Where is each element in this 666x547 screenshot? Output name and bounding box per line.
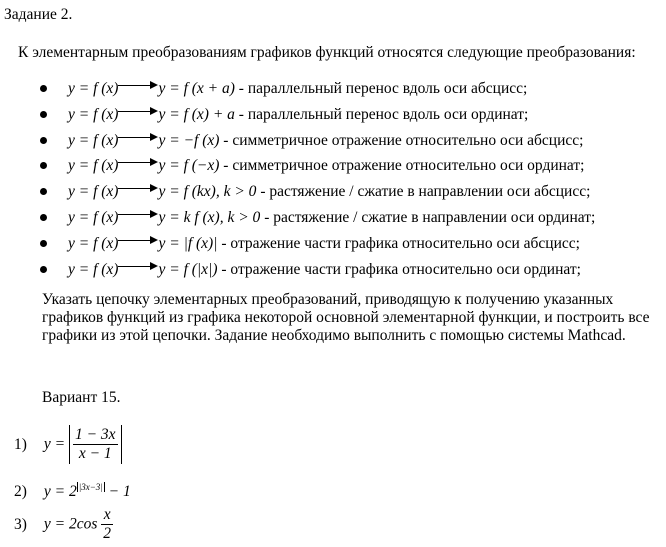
bullet-icon (40, 266, 47, 273)
formula-lhs: y = f (x) (68, 183, 119, 201)
example-label: 2) (14, 483, 27, 501)
example-2 (14, 482, 131, 501)
task-paragraph: Указать цепочку элементарных преобразований, приводящую к получению указанных графиков функций из графика некоторой основной элементарной функции, и построить все графики из этой цепочки. Задание необходимо выполнить с помощью системы Mathcad. (42, 291, 650, 344)
transformation-description: - растяжение / сжатие в направлении оси абсцисс; (256, 183, 591, 201)
arrow-icon (118, 158, 158, 168)
bullet-icon (40, 188, 47, 195)
formula-rhs: y = f (kx), k > 0 (158, 183, 257, 201)
formula-rhs: y = |f (x)| (158, 234, 218, 252)
arrow-icon (118, 236, 158, 246)
arrow-icon (118, 133, 158, 143)
bullet-icon (40, 162, 47, 169)
example-label: 1) (14, 435, 27, 453)
formula-lhs: y = f (x) (68, 80, 119, 97)
example-lhs: y = 2cos (43, 515, 98, 533)
transformation-description: - отражение части графика относительно оси ординат; (217, 260, 581, 278)
formula-rhs: y = f (x) + a (158, 105, 235, 123)
bullet-icon (40, 137, 47, 144)
example-label: 3) (14, 515, 27, 533)
bullet-icon (40, 240, 47, 247)
formula-rhs: y = f (−x) (158, 157, 220, 175)
arrow-icon (118, 107, 158, 117)
fraction (73, 426, 118, 463)
fraction-denominator: x − 1 (78, 445, 112, 462)
example-lhs: y = (43, 435, 66, 453)
fraction-numerator: x (101, 506, 113, 525)
bullet-icon (40, 85, 47, 92)
formula-lhs: y = f (x) (68, 157, 119, 175)
arrow-icon (118, 184, 158, 194)
formula-lhs: y = f (x) (68, 234, 119, 252)
variant-heading: Вариант 15. (42, 389, 121, 406)
fraction (101, 506, 113, 543)
formula-rhs: y = f (|x|) (158, 260, 218, 278)
formula-rhs: y = f (x + a) (158, 80, 235, 97)
formula-lhs: y = f (x) (68, 105, 119, 123)
transformation-description: - симметричное отражение относительно оси ординат; (219, 157, 585, 175)
example-lhs: y = 2 (43, 483, 77, 501)
arrow-icon (118, 262, 158, 272)
transformation-description: - параллельный перенос вдоль оси абсцисс; (234, 80, 528, 97)
formula-rhs: y = k f (x), k > 0 (158, 208, 261, 226)
formula-lhs: y = f (x) (68, 131, 119, 149)
fraction-denominator: 2 (103, 525, 112, 542)
formula-lhs: y = f (x) (68, 260, 119, 278)
arrow-icon (118, 81, 158, 91)
example-1 (14, 425, 122, 464)
assignment-title: Задание 2. (4, 6, 73, 23)
example-tail: − 1 (104, 483, 131, 501)
exponent: |3x−3| (78, 482, 103, 492)
transformation-description: - симметричное отражение относительно оси абсцисс; (219, 131, 584, 149)
formula-lhs: y = f (x) (68, 208, 119, 226)
absolute-value (69, 425, 122, 464)
arrow-icon (118, 210, 158, 220)
intro-paragraph: К элементарным преобразованиям графиков функций относятся следующие преобразования: (18, 44, 636, 61)
bullet-icon (40, 111, 47, 118)
fraction-numerator: 1 − 3x (74, 426, 116, 443)
formula-rhs: y = −f (x) (158, 131, 220, 149)
transformation-description: - параллельный перенос вдоль оси ординат; (234, 105, 529, 123)
example-3 (14, 506, 113, 543)
bullet-icon (40, 214, 47, 221)
transformation-description: - отражение части графика относительно оси абсцисс; (217, 234, 580, 252)
transformation-description: - растяжение / сжатие в направлении оси ординат; (260, 208, 596, 226)
